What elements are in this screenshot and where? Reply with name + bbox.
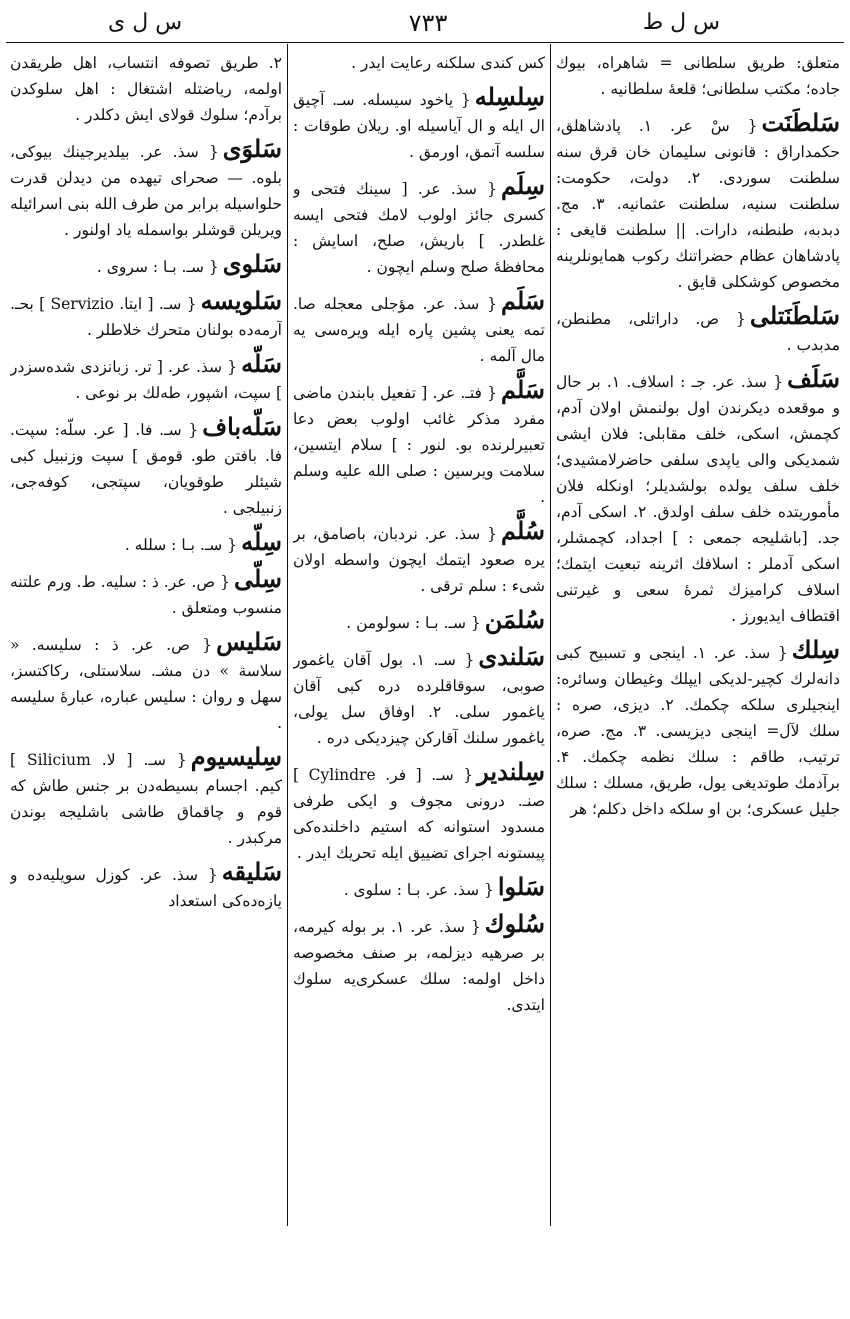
entry-headword: سِلّی (233, 564, 282, 593)
dictionary-entry (293, 607, 545, 636)
dictionary-entry (293, 911, 545, 1018)
entry-definition: { سْ عر. ۱. پادشاهلق، حکمداراق : قانونی سلیمان خان قرق سنه سلطنت سوردی. ۲. دولت، حکومت: سلطنت سنیه، سلطنت عثمانیه. ۳. مج. دبدبه، طنطنه، دارات. || سلطنت قایغی : پادشاهان عظام حضراتنك رکوب همایونلرینه مخصوص کوشکلی قایق . (556, 117, 840, 291)
entry-definition: { سذ. عر. ۱. اینجی و تسبیح کبی دانه‌لرك کچیر-لدیکی ایپلك وغیطان وسائره: اینجیلری سلکه چکمك. ۲. دیزی، صره : سلك لآل= اینجی دیزیسی. ۳. مج. صره، ترتیب، طاقم : سلك نظمه چکمك. ۴. برآدمك طوتدیغی یول، طریق، مسلك : سلك جلیل عسکری؛ بن او سلکه داخل دکلم؛ هر (556, 644, 840, 818)
entry-headword: سِلك (791, 635, 840, 664)
dictionary-entry (293, 874, 545, 903)
entry-headword: سَلوا (497, 872, 545, 901)
dictionary-entry (10, 629, 282, 736)
dictionary-entry (10, 744, 282, 851)
page-number: ۷۳۳ (408, 9, 448, 37)
entry-headword: سَلطَنَتلی (749, 301, 840, 330)
dictionary-entry (10, 136, 282, 243)
entry-headword: سُلمَن (484, 605, 545, 634)
dictionary-entry (10, 566, 282, 621)
entry-headword: سِلَم (500, 171, 545, 200)
entry-definition: { سذ. عر. بـا : سلوی . (343, 881, 494, 899)
entry-headword: سَلّه‌باف (202, 412, 282, 441)
header-guide-left: س ل ی (108, 10, 183, 35)
dictionary-entry (293, 377, 545, 510)
entry-definition: { سـ. فا. [ عر. سلّه: سپت. فا. بافتن طو. قومق ] سپت وزنبیل کبی شیئلر طوقویان، سپتجی، کوفه‌جی، زنبیلجی . (10, 421, 282, 517)
entry-headword: سَلَم (500, 286, 545, 315)
dictionary-entry (556, 110, 840, 295)
entry-headword: سَلوَی (222, 134, 282, 163)
page-header (8, 6, 840, 40)
dictionary-entry (10, 414, 282, 521)
dictionary-entry (10, 859, 282, 914)
entry-definition: { سـ. بـا : سولومن . (346, 614, 481, 632)
entry-definition: { سذ. عر. [ سینك فتحی و کسری جائز اولوب لامك فتحی ایسه غلطدر. ] باریش، صلح، اسایش : محافظهٔ صلح وسلم ایچون . (293, 180, 545, 276)
entry-headword: سَلوی (222, 249, 282, 278)
entry-definition: { سـ. ۱. بول آقان یاغمور صوبی، سوقاقلرده دره کبی آقان یاغمور سلی. ۲. اوفاق سل یولی، یاغمور سلنك آقارکن چیزدیکی دره . (293, 651, 545, 747)
dictionary-entry (293, 84, 545, 165)
dictionary-entry (556, 637, 840, 822)
column-left (10, 50, 282, 1226)
entry-headword: سِلندیر (477, 757, 545, 786)
dictionary-entry (10, 251, 282, 280)
column-divider-left (287, 44, 288, 1226)
dictionary-entry (293, 173, 545, 280)
entry-headword: سَلطَنَت (761, 108, 840, 137)
entry-definition: { سـ. بـا : سلله . (124, 536, 238, 554)
entry-definition: { سذ. عر. جـ : اسلاف. ۱. بر حال و موقعده دیکرندن اول بولنمش اولان آدم، کچمش، اسکی، خلف مقابلی: فلان ایشی شمدیکی والی یاپدی سلفی حاضرلامشیدی؛ خلف سلف یولده بولشدیلر؛ اونکله فلان مأموریتده خلف سلف اولدق. ۲. اسکی آدم، جد. [باشلیجه جمعی : ] اجداد، کچمشلر، اسکی آدملر : اسلافك اثرینه تبعیت ایتمك؛ اسلاف کرامیزك ثمرهٔ سعی و غیرتنی اقتطاف ایدیورز . (556, 373, 840, 625)
entry-headword: سَلویسه (200, 286, 282, 315)
dictionary-entry (293, 644, 545, 751)
entry-definition: { ص. داراتلی، مطنطن، مدبدب . (556, 310, 840, 354)
entry-definition: { سـ. [ فر. Cylindre ] صنـ. درونی مجوف و ایکی طرفی مسدود استوانه که استیم داخلنده‌کی پیستونه اجرای تضییق ایله تحریك ایدر . (293, 766, 545, 862)
dictionary-entry (293, 518, 545, 599)
dictionary-entry (556, 366, 840, 629)
entry-headword: سَلَف (787, 364, 840, 393)
entry-definition: { سذ. عر. ۱. بر بوله کیرمه، بر صرهیه دیزلمه، بر صنف مخصوصه داخل اولمه: سلك عسکری‌یه سلوك ایتدی. (293, 918, 545, 1014)
entry-headword: سِلسِله (474, 82, 545, 111)
entry-headword: سَلَّم (500, 375, 545, 404)
entry-headword: سَلندی (478, 642, 545, 671)
dictionary-entry (10, 50, 282, 128)
dictionary-entry (556, 303, 840, 358)
entry-definition: { سـ. بـا : سروی . (96, 258, 219, 276)
entry-headword: سُلَّم (500, 516, 545, 545)
entry-definition: { سذ. عر. بیلدیرجینك بیوکی، بلوه. — صحرای تیهده من دیدلن قدرت حلواسیله برابر من طرف الله بنی اسرائیله ویریلن قوشلر بواسمله یاد اولنور . (10, 143, 282, 239)
header-guide-right: س ل ط (642, 10, 720, 35)
entry-definition: { ص. عر. ذ : سلیسه. « سلاسة » دن مشـ. سلاستلی، رکاکتسز، سهل و روان : سلیس عباره، عبارهٔ سلیسه . (10, 636, 282, 732)
header-rule (6, 42, 844, 43)
entry-headword: سِلّه (241, 527, 282, 556)
entry-definition: ۲. طریق تصوفه انتساب، اهل طریقدن اولمه، ریاضتله اشتغال : اهل سلوکدن برآدم؛ سلوك قولای ایش دکلدر . (10, 54, 282, 124)
dictionary-entry (293, 50, 545, 76)
entry-definition: کس کندی سلکنه رعایت ایدر . (351, 54, 545, 72)
column-middle (293, 50, 545, 1226)
dictionary-entry (556, 50, 840, 102)
entry-headword: سَلیس (216, 627, 282, 656)
entry-definition: { سـ. [ ایتا. Servizio ] بحـ. آرمه‌ده بولنان متحرك خلاطلر . (10, 295, 282, 339)
entry-definition: { یاخود سیسله. سـ. آچیق ال ایله و ال آیاسیله او. ریلان طوقات : سلسه آتمق، اورمق . (293, 91, 545, 161)
entry-definition: { سذ. عر. مؤجلی معجله صا. تمه یعنی پشین پاره ایله ویره‌سی یه مال آلمه . (293, 295, 545, 365)
column-right (556, 50, 840, 1226)
dictionary-entry (10, 529, 282, 558)
entry-definition: متعلق: طریق سلطانی = شاهراه، بیوك جاده؛ مكتب سلطانی؛ قلعهٔ سلطانیه . (556, 54, 840, 98)
dictionary-entry (10, 351, 282, 406)
dictionary-entry (293, 288, 545, 369)
dictionary-entry (10, 288, 282, 343)
entry-definition: { سـ. [ لا. Silicium ] کیم. اجسام بسیطه‌دن بر جنس طاش که قوم و چاقماق طاشی باشلیجه بوندن مرکبدر . (10, 751, 282, 847)
column-divider-right (550, 44, 551, 1226)
entry-headword: سِلیسیوم (190, 742, 282, 771)
entry-headword: سَلّه (241, 349, 282, 378)
dictionary-entry (293, 759, 545, 866)
entry-definition: { فتـ. عر. [ تفعیل بابندن ماضی مفرد مذکر غائب اولوب بعض دعا تعبیرلرنده بو. لنور : ] سلام ایتسین، سلامت ویرسین : صلی الله علیه وسلم . (293, 384, 545, 506)
entry-headword: سُلوك (484, 909, 545, 938)
entry-definition: { سذ. عر. [ تر. زبانزدی شده‌سزدر ] سپت، اشپور، طه‌لك بر نوعی . (10, 358, 282, 402)
entry-definition: { ص. عر. ذ : سلیه. ط. ورم علتنه منسوب ومتعلق . (10, 573, 282, 617)
entry-headword: سَلیقه (221, 857, 282, 886)
entry-definition: { سذ. عر. نردبان، باصامق، بر یره صعود ایتمك ایچون واسطه اولان شیء : سلم ترقی . (293, 525, 545, 595)
entry-definition: { سذ. عر. کوزل سویلیه‌ده و یازه‌ده‌کی استعداد (10, 866, 282, 910)
